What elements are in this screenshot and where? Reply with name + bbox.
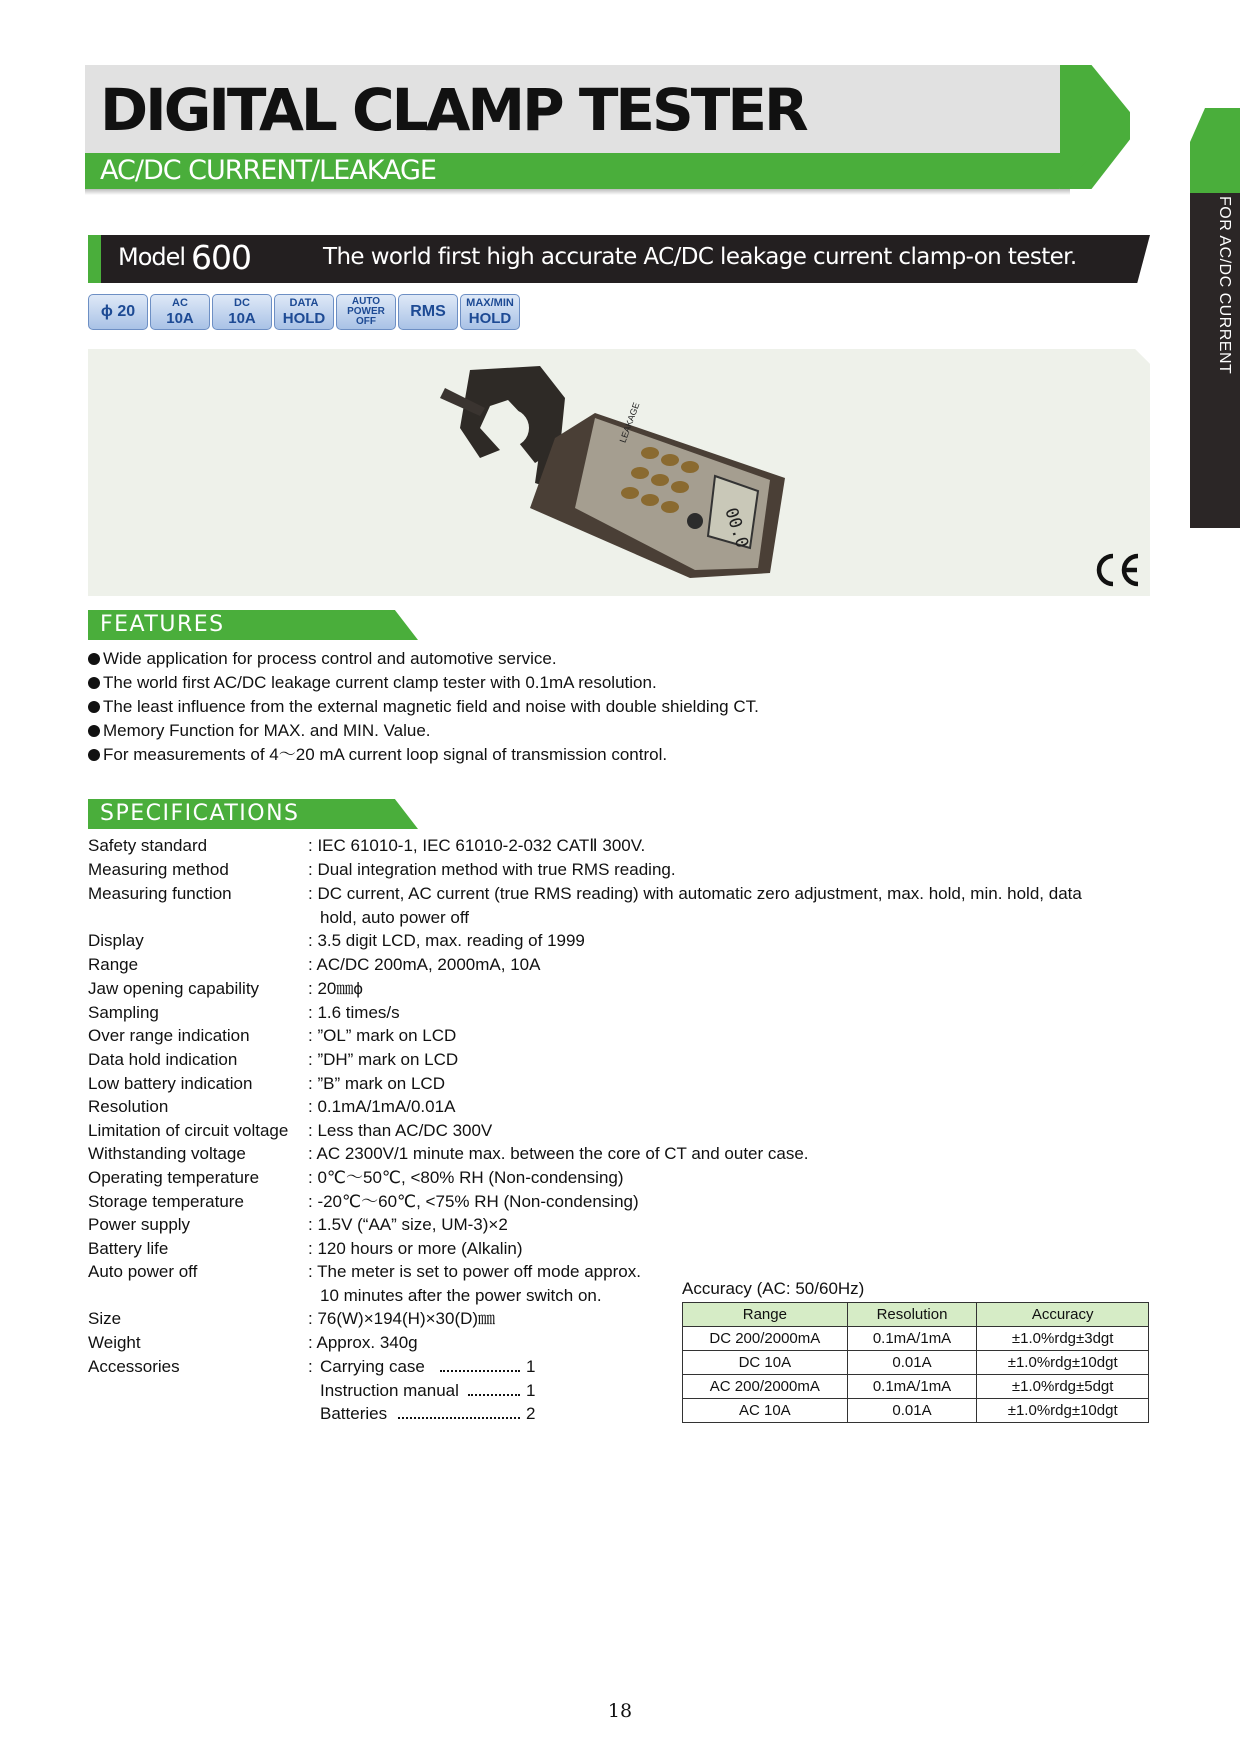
spec-label: Sampling [88,1003,159,1022]
spec-value: : 1.6 times/s [308,1003,400,1022]
power-button [687,513,703,529]
spec-label: Data hold indication [88,1050,238,1069]
badge-text: RMS [410,303,446,320]
spec-label: Over range indication [88,1026,250,1045]
spec-label: Size [88,1309,122,1328]
accuracy-title: Accuracy (AC: 50/60Hz) [682,1279,865,1298]
spec-value: : 20㎜ϕ [308,979,363,998]
table-cell: 0.01A [847,1399,977,1423]
features-heading: FEATURES [100,612,225,637]
badge-top: DATA [289,297,319,309]
spec-label: Measuring function [88,884,232,903]
spec-label: Weight [88,1333,141,1352]
spec-value: : Dual integration method with true RMS reading. [308,860,676,879]
table-cell: 0.01A [847,1351,977,1375]
badge-top: MAX/MIN [466,297,514,309]
badge-dc-10a [212,294,272,330]
spec-value: : IEC 61010-1, IEC 61010-2-032 CATⅡ 300V. [308,836,646,855]
model-tagline: The world first high accurate AC/DC leakage current clamp-on tester. [323,244,1077,270]
badge-jaw-diameter [88,294,148,330]
table-cell: AC 200/2000mA [683,1375,848,1399]
side-tab-label: FOR AC/DC CURRENT [1216,196,1233,375]
spec-label: Low battery indication [88,1074,253,1093]
list-item: The world first AC/DC leakage current clamp tester with 0.1mA resolution. [88,671,759,695]
badge-text: AUTO POWER OFF [347,296,385,327]
badge-ac-10a [150,294,210,330]
features-list [88,647,759,767]
page-title: DIGITAL CLAMP TESTER [100,76,806,144]
spec-value: : 120 hours or more (Alkalin) [308,1239,523,1258]
spec-label: Storage temperature [88,1192,244,1211]
table-cell: 0.1mA/1mA [847,1375,977,1399]
badge-bottom: 10A [166,310,194,327]
ce-mark-icon [1093,550,1143,590]
leader-dots [398,1417,520,1419]
badge-max-min-hold [460,294,520,330]
table-cell: ±1.0%rdg±5dgt [977,1375,1149,1399]
table-row [683,1327,1149,1351]
spec-label: Safety standard [88,836,208,855]
spec-value: : ”OL” mark on LCD [308,1026,457,1045]
spec-value: : AC/DC 200mA, 2000mA, 10A [308,955,541,974]
lcd-reading: 00.0 [720,505,753,551]
table-cell: 0.1mA/1mA [847,1327,977,1351]
accessory-count: 1 [526,1381,536,1400]
clamp-jaw-opening [491,409,529,447]
spec-label: Range [88,955,139,974]
spec-label: Battery life [88,1239,169,1258]
badge-auto-power-off [336,294,396,330]
badge-data-hold [274,294,334,330]
device-label: LEAKAGE [617,401,642,445]
page-number: 18 [607,1700,633,1722]
badge-bottom: HOLD [468,310,512,327]
bullet-icon [88,725,100,737]
leader-dots [440,1370,520,1372]
spec-label: Withstanding voltage [88,1144,246,1163]
model-bar-accent [88,235,101,283]
page-subtitle: AC/DC CURRENT/LEAKAGE [100,155,436,186]
spec-label: Display [88,931,144,950]
bullet-icon [88,749,100,761]
spec-label: Measuring method [88,860,229,879]
table-cell: ±1.0%rdg±3dgt [977,1327,1149,1351]
spec-value-continued: hold, auto power off [320,908,470,927]
accessory-item: Batteries [320,1404,388,1423]
side-tab-accent [1190,108,1240,193]
spec-value: : ”B” mark on LCD [308,1074,445,1093]
feature-badges [88,294,520,330]
spec-label: Limitation of circuit voltage [88,1121,289,1140]
column-header: Range [683,1303,848,1327]
bullet-icon [88,653,100,665]
accessory-item: Instruction manual [320,1381,459,1400]
spec-label: Resolution [88,1097,169,1116]
bullet-icon [88,677,100,689]
bullet-icon [88,701,100,713]
model-label: Model [118,243,186,271]
spec-value: : 0.1mA/1mA/0.01A [308,1097,456,1116]
list-item: The least influence from the external magnetic field and noise with double shielding CT. [88,695,759,719]
table-cell: ±1.0%rdg±10dgt [977,1351,1149,1375]
badge-bottom: 10A [228,310,256,327]
spec-value: : Approx. 340g [308,1333,418,1352]
spec-value: : 1.5V (“AA” size, UM-3)×2 [308,1215,508,1234]
table-cell: DC 10A [683,1351,848,1375]
spec-label: Jaw opening capability [88,979,260,998]
table-cell: AC 10A [683,1399,848,1423]
spec-value: : DC current, AC current (true RMS reading) with automatic zero adjustment, max. hold, min. hold, data [308,884,1082,903]
table-row [683,1351,1149,1375]
list-item: For measurements of 4～20 mA current loop signal of transmission control. [88,743,759,767]
spec-value: : 76(W)×194(H)×30(D)㎜ [308,1309,496,1328]
accessory-count: 1 [526,1357,536,1376]
table-cell: ±1.0%rdg±10dgt [977,1399,1149,1423]
header-shadow [85,189,1070,195]
spec-label: Accessories [88,1357,180,1376]
spec-value: : The meter is set to power off mode approx. [308,1262,641,1281]
table-cell: DC 200/2000mA [683,1327,848,1351]
spec-value: : [308,1357,313,1376]
spec-value: : AC 2300V/1 minute max. between the core of CT and outer case. [308,1144,809,1163]
accessory-item: Carrying case [320,1357,425,1376]
column-header: Resolution [847,1303,977,1327]
spec-label: Auto power off [88,1262,198,1281]
table-row [683,1399,1149,1423]
spec-label: Power supply [88,1215,191,1234]
spec-value: : -20℃～60℃, <75% RH (Non-condensing) [308,1192,639,1211]
spec-label: Operating temperature [88,1168,260,1187]
badge-top: AC [172,297,188,309]
spec-value: : 0℃～50℃, <80% RH (Non-condensing) [308,1168,624,1187]
spec-value-continued: 10 minutes after the power switch on. [320,1286,602,1305]
accessory-count: 2 [526,1404,536,1423]
badge-text: ϕ 20 [100,303,136,320]
spec-value: : Less than AC/DC 300V [308,1121,493,1140]
spec-value: : ”DH” mark on LCD [308,1050,459,1069]
list-item: Memory Function for MAX. and MIN. Value. [88,719,759,743]
accuracy-table [682,1302,1149,1423]
badge-top: DC [234,297,250,309]
list-item: Wide application for process control and automotive service. [88,647,759,671]
model-number: 600 [191,238,251,277]
specifications-heading: SPECIFICATIONS [100,801,300,826]
table-row [683,1375,1149,1399]
badge-bottom: HOLD [282,310,326,327]
column-header: Accuracy [977,1303,1149,1327]
clamp-tester-illustration [440,358,810,588]
table-header-row [683,1303,1149,1327]
leader-dots [468,1394,520,1396]
badge-rms [398,294,458,330]
spec-value: : 3.5 digit LCD, max. reading of 1999 [308,931,585,950]
